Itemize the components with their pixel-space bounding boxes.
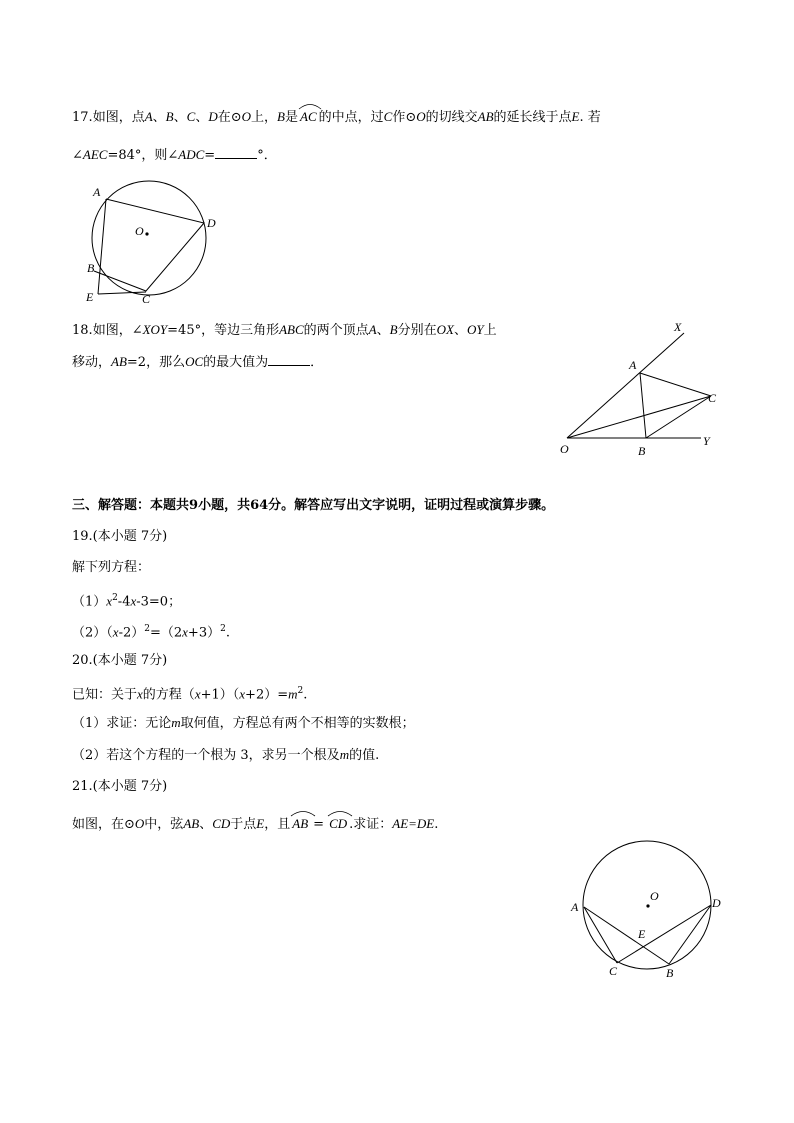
line-ab-extended — [98, 199, 106, 294]
q20-part1 — [72, 714, 415, 733]
question-number: 18. — [72, 323, 93, 338]
q17-figure — [78, 178, 228, 308]
var: x — [194, 686, 201, 702]
ray-ox — [567, 333, 684, 438]
text: 的中点，过 — [318, 110, 384, 125]
q21-header: 21.(本小题 7分) — [72, 779, 168, 794]
text: -4 — [117, 594, 131, 610]
text: =84°，则∠ — [107, 148, 179, 163]
text: 、 — [173, 110, 187, 125]
arc-symbol — [327, 809, 353, 817]
label-d: D — [207, 216, 216, 230]
text: -3=0； — [136, 594, 182, 610]
chord-ab — [584, 907, 669, 964]
label-o: O — [135, 224, 144, 238]
text: = — [313, 817, 325, 832]
var: ADC — [178, 147, 205, 162]
segment-ab — [640, 373, 646, 438]
var: C — [186, 109, 196, 124]
q19-part2 — [72, 620, 230, 642]
var: B — [165, 109, 174, 124]
arc-symbol — [290, 809, 316, 817]
var: B — [277, 109, 285, 124]
text: （1）求证：无论 — [72, 716, 172, 731]
quadrilateral — [94, 199, 204, 291]
q18-line1 — [72, 321, 497, 340]
text: . — [434, 817, 439, 832]
text: 移动， — [72, 355, 112, 370]
q19-prompt: 解下列方程： — [72, 560, 151, 575]
text: （1） — [72, 594, 107, 610]
text: 如图，∠ — [92, 323, 143, 338]
var: x — [137, 686, 143, 702]
var: O — [416, 109, 426, 124]
text: 已知：关于 — [72, 687, 138, 703]
segment-oc — [567, 396, 711, 438]
label-a: A — [93, 185, 101, 199]
text: =（2 — [149, 625, 183, 641]
var: O — [241, 109, 252, 124]
text: 上， — [251, 110, 278, 125]
text: 9 — [189, 498, 199, 513]
text: -2） — [118, 625, 145, 641]
text: ∠ — [72, 148, 83, 163]
q21-figure — [565, 840, 735, 985]
arc-notation — [327, 815, 349, 834]
q19-header: 19.(本小题 7分) — [72, 529, 168, 544]
var: AC — [300, 109, 317, 124]
q17-line2 — [72, 146, 277, 165]
q18-figure — [555, 316, 730, 461]
q21-statement — [72, 815, 438, 834]
chord-cd — [617, 905, 711, 963]
label-o: O — [560, 442, 569, 456]
label-a: A — [629, 358, 637, 372]
label-c: C — [708, 391, 717, 405]
text: =45°，等边三角形 — [167, 323, 280, 338]
answer-blank — [268, 353, 310, 366]
var: A — [368, 322, 377, 337]
text: 、 — [199, 817, 213, 832]
arc-notation — [290, 815, 310, 834]
var: OX — [436, 322, 454, 337]
text: 取何值，方程总有两个不相等的实数根； — [180, 716, 415, 731]
text: . — [303, 687, 308, 703]
label-b: B — [87, 261, 95, 275]
var: C — [383, 109, 393, 124]
text: 于点 — [230, 817, 257, 832]
text: +2）= — [245, 687, 289, 703]
var: AB — [292, 816, 309, 831]
text: 、 — [453, 323, 467, 338]
label-d: D — [712, 896, 721, 910]
text: 的值. — [349, 748, 380, 763]
var: AEC — [82, 147, 108, 162]
center-dot — [145, 232, 148, 235]
text: °． — [257, 148, 277, 163]
var: CD — [212, 816, 231, 831]
var: AB — [111, 354, 127, 369]
var: B — [389, 322, 398, 337]
label-a: A — [571, 900, 579, 914]
q18-line2 — [72, 353, 323, 372]
label-y: Y — [703, 434, 710, 448]
text: 的切线交 — [425, 110, 478, 125]
text: 的延长线于点 — [493, 110, 572, 125]
label-o: O — [650, 889, 659, 903]
text: 分。解答应写出文字说明，证明过程或演算步骤。 — [268, 498, 555, 513]
var: CD — [329, 816, 348, 831]
text: 的最大值为 — [203, 355, 269, 370]
segment-ac — [640, 373, 711, 396]
q20-part2 — [72, 746, 379, 765]
segment-ac — [584, 907, 617, 963]
text: 小题，共 — [198, 498, 251, 513]
center-dot — [646, 904, 649, 907]
var: A — [144, 109, 153, 124]
text: 、 — [152, 110, 166, 125]
label-e: E — [638, 927, 646, 941]
q17-line1 — [72, 108, 601, 127]
var: m — [288, 686, 298, 702]
text: 、 — [195, 110, 209, 125]
answer-blank — [215, 146, 257, 159]
superscript: 2 — [144, 624, 150, 634]
superscript: 2 — [220, 624, 226, 634]
q19-part1 — [72, 589, 181, 611]
label-b: B — [666, 966, 674, 980]
label-x: X — [674, 320, 682, 334]
label-b: B — [638, 444, 646, 458]
superscript: 2 — [112, 593, 118, 603]
text: 64 — [250, 498, 269, 513]
segment-bc — [646, 396, 711, 438]
var: AB — [183, 816, 200, 831]
var: O — [134, 816, 145, 831]
var: AB — [477, 109, 494, 124]
var: x — [106, 593, 113, 609]
var: AE=DE — [392, 816, 435, 831]
text: （2）若这个方程的一个根为 3，求另一个根及 — [72, 748, 340, 763]
question-number: 17. — [72, 110, 93, 125]
text: 的两个顶点 — [303, 323, 369, 338]
var: E — [256, 816, 265, 831]
var: x — [239, 686, 246, 702]
q20-header: 20.(本小题 7分) — [72, 653, 168, 668]
segment-db — [669, 905, 711, 964]
text: 是 — [284, 110, 298, 125]
label-c: C — [142, 292, 151, 306]
text: 作⊙ — [392, 110, 417, 125]
arc-notation — [298, 108, 319, 127]
text: . 若 — [579, 110, 601, 125]
text: 如图，点 — [92, 110, 145, 125]
q20-given — [72, 682, 307, 704]
text: （2）（ — [72, 625, 113, 641]
text: 分别在 — [397, 323, 437, 338]
var: XOY — [142, 322, 168, 337]
var: x — [182, 624, 188, 640]
text: . — [225, 625, 230, 641]
text: ． — [310, 355, 324, 370]
text: 、 — [376, 323, 390, 338]
section-heading — [72, 497, 554, 515]
var: E — [571, 109, 580, 124]
var: D — [208, 109, 218, 124]
text: 在⊙ — [217, 110, 242, 125]
text: +1）（ — [200, 687, 240, 703]
var: m — [171, 715, 181, 730]
circle-o — [92, 181, 206, 295]
text: =2，那么 — [126, 355, 186, 370]
text: 如图，在⊙ — [72, 817, 135, 832]
text: ，且 — [264, 817, 291, 832]
var: m — [339, 747, 350, 762]
text: .求证： — [349, 817, 393, 832]
text: 上 — [483, 323, 497, 338]
label-c: C — [609, 964, 618, 978]
superscript: 2 — [297, 686, 304, 696]
var: x — [130, 593, 137, 609]
arc-symbol — [298, 102, 322, 110]
var: ABC — [279, 322, 304, 337]
var: OC — [185, 354, 204, 369]
var: OY — [466, 322, 484, 337]
text: = — [204, 148, 216, 163]
text: +3） — [187, 625, 221, 641]
text: 的方程（ — [142, 687, 195, 703]
var: x — [112, 624, 119, 640]
text: 三、解答题：本题共 — [72, 498, 190, 513]
label-e: E — [86, 290, 94, 304]
text: 中，弦 — [144, 817, 184, 832]
